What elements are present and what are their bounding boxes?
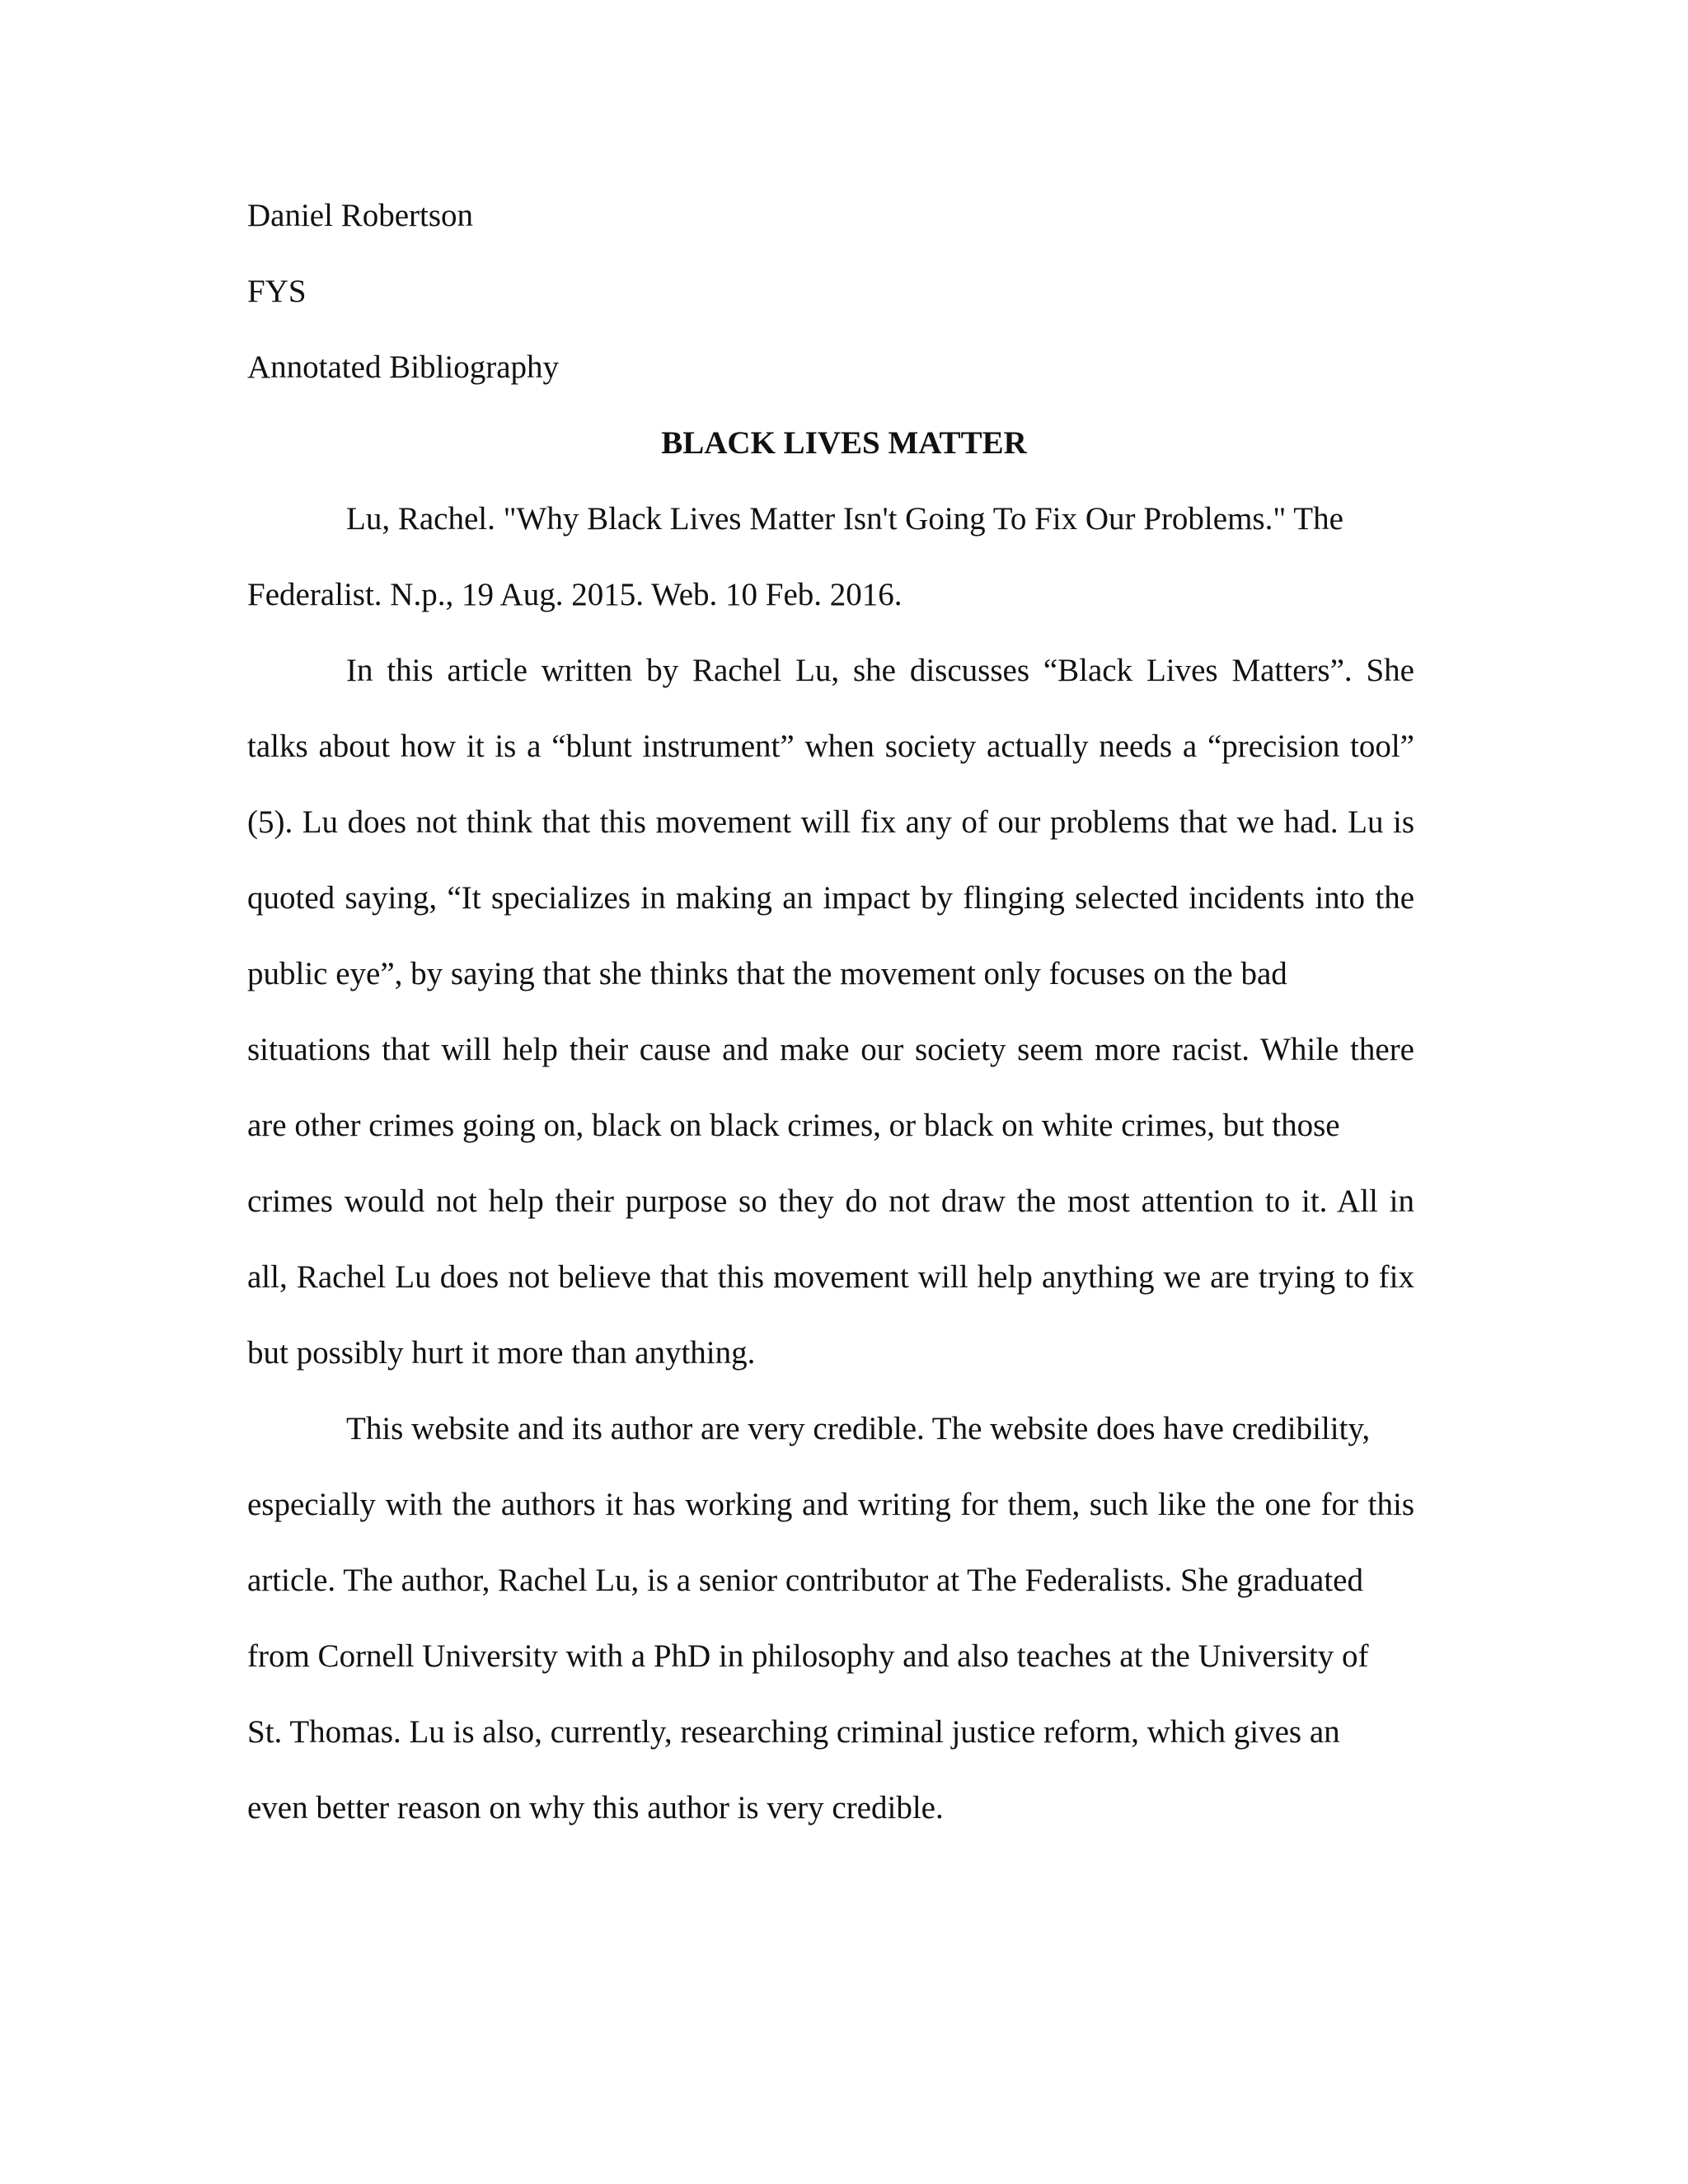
document-title: BLACK LIVES MATTER: [661, 425, 1027, 461]
author-name: Daniel Robertson: [247, 198, 474, 233]
evaluation-line: from Cornell University with a PhD in philosophy and also teaches at the University of: [247, 1638, 1369, 1674]
summary-line: but possibly hurt it more than anything.: [247, 1335, 756, 1371]
citation-line: Lu, Rachel. "Why Black Lives Matter Isn't Going To Fix Our Problems." The: [346, 501, 1343, 537]
assignment-name: Annotated Bibliography: [247, 349, 560, 385]
summary-line: are other crimes going on, black on black crimes, or black on white crimes, but those: [247, 1108, 1340, 1143]
summary-line: quoted saying, “It specializes in making an impact by flinging selected incidents into the: [247, 880, 1414, 916]
summary-line: public eye”, by saying that she thinks that the movement only focuses on the bad: [247, 956, 1287, 991]
evaluation-line: especially with the authors it has working and writing for them, such like the one for this: [247, 1487, 1414, 1522]
summary-line: In this article written by Rachel Lu, she discusses “Black Lives Matters”. She: [346, 653, 1414, 688]
evaluation-line: St. Thomas. Lu is also, currently, researching criminal justice reform, which gives an: [247, 1714, 1340, 1750]
evaluation-line: even better reason on why this author is very credible.: [247, 1790, 944, 1825]
citation-line: Federalist. N.p., 19 Aug. 2015. Web. 10 Feb. 2016.: [247, 577, 903, 612]
summary-line: situations that will help their cause and make our society seem more racist. While there: [247, 1032, 1414, 1067]
evaluation-line: article. The author, Rachel Lu, is a senior contributor at The Federalists. She graduated: [247, 1563, 1363, 1598]
summary-line: all, Rachel Lu does not believe that this movement will help anything we are trying to fix: [247, 1259, 1414, 1295]
course-name: FYS: [247, 274, 307, 309]
summary-line: crimes would not help their purpose so they do not draw the most attention to it. All in: [247, 1183, 1414, 1219]
summary-line: (5). Lu does not think that this movement will fix any of our problems that we had. Lu is: [247, 804, 1414, 840]
evaluation-line: This website and its author are very credible. The website does have credibility,: [346, 1411, 1371, 1446]
summary-line: talks about how it is a “blunt instrument” when society actually needs a “precision tool”: [247, 729, 1414, 764]
